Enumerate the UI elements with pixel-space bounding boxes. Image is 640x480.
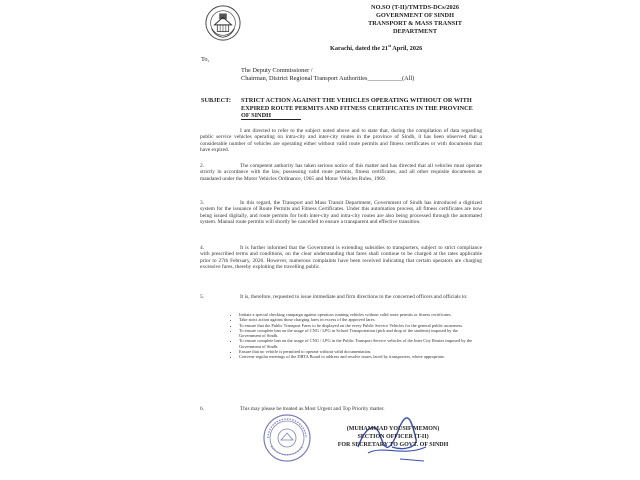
paragraph-6 (200, 406, 385, 412)
addressee-line-1: The Deputy Commissioner / (241, 67, 313, 74)
paragraph-2-number: 2. (200, 163, 205, 169)
signatory-designation: SECTION OFFICER (T-II) (357, 434, 429, 440)
list-item: • To ensure complete ban on the usage of CNG / LPG in the Public Transport Service vehicles of the Inter City Routes imposed by the Government of Sindh. (239, 338, 478, 349)
to-label: To, (201, 56, 210, 63)
paragraph-2-text: The competent authority has taken serious notice of this matter and has directed that all vehicles must operate strictly in accordance with the law, possessing valid route permits, fitness certificates, and all other requisite documents as mandated under the Motor Vehicles Ordinance, 1965 and Motor Vehicles Rules, 1969. (200, 163, 482, 182)
paragraph-3 (200, 200, 482, 226)
list-item: • To ensure complete ban on the usage of CNG / LPG in School Transportation (pick and drop of the students) imposed by the Government of Sindh. (239, 328, 478, 339)
list-item: • Convene regular meetings of the DRTA Board to address and resolve issues faced by transporters, where appropriate. (239, 354, 478, 359)
list-item: • Take strict action against those charging fares in excess of the approved fares. (239, 317, 478, 322)
paragraph-2 (200, 163, 482, 182)
paragraph-4 (200, 245, 482, 271)
government-of-sindh-seal-icon (204, 4, 242, 42)
reference-number: NO.SO (T-II)/TMTDS-DCs/2026 (371, 4, 459, 11)
paragraph-5 (200, 294, 482, 300)
place-and-date: Karachi, dated the 21st April, 2026 (330, 43, 423, 53)
paragraph-5-number: 5. (200, 294, 205, 300)
subject-label: SUBJECT: (201, 97, 231, 104)
paragraph-6-text: This may please be treated as Most Urgent and Top Priority matter. (240, 406, 385, 412)
signatory-name: (MUHAMMAD YOUSIF MEMON) (346, 426, 440, 432)
list-item: • Initiate a special checking campaign against operators running vehicles without valid route permits or fitness certificates. (239, 312, 478, 317)
paragraph-4-text: It is further informed that the Government is extending subsidies to transporters, subject to strict compliance with prescribed terms and conditions, on the clear understanding that fares shall continue to be charged at the rates applicable prior to 27th February, 2026. However, numerous complaints have been received indicating that certain operators are charging excessive fares, thereby exploiting the travelling public. (200, 245, 482, 271)
paragraph-1-text: I am directed to refer to the subject noted above and to state that, during the compilation of data regarding public service vehicles operating on intra-city and inter-city routes in the province of Sindh, it has been observed that a considerable number of vehicles are operating either without valid route permits and fitness certificates or with documents that have expired. (200, 128, 482, 154)
list-item: • To ensure that the Public Transport Fares to be displayed on the every Public Service Vehicles for the general public awareness. (239, 323, 478, 328)
paragraph-1 (200, 128, 482, 154)
paragraph-6-number: 6. (200, 406, 205, 412)
government-title: GOVERNMENT OF SINDH (375, 12, 455, 19)
addressee-line-2: Chairman, District Regional Transport Authorities___________(All) (241, 75, 415, 82)
directions-list (230, 312, 478, 360)
official-round-stamp-icon (262, 413, 312, 463)
paragraph-3-text: In this regard, the Transport and Mass Transit Department, Government of Sindh has introduced a digitized system for the issuance of Route Permits and Fitness Certificates. Under this automation process, all fitness certificates are now being issued digitally, and route permits for both inter-city and intra-city routes are also being processed through the automated system. Manual route permits will shortly be cancelled to ensure a transparent and effective transition. (200, 200, 482, 226)
paragraph-5-text: It is, therefore, requested to issue immediate and firm directions to the concerned officers and officials to: (240, 294, 468, 300)
department-line-1: TRANSPORT & MASS TRANSIT (368, 20, 462, 27)
department-line-2: DEPARTMENT (392, 28, 438, 35)
list-item: • Ensure that no vehicle is permitted to operate without valid documentation. (239, 349, 478, 354)
paragraph-3-number: 3. (200, 200, 205, 206)
paragraph-4-number: 4. (200, 245, 205, 251)
subject-underline (241, 119, 301, 120)
signatory-for-line: FOR SECRETARY TO GOVT. OF SINDH (337, 442, 449, 448)
subject-text: STRICT ACTION AGAINST THE VEHICLES OPERATING WITHOUT OR WITH EXPIRED ROUTE PERMITS AND FITNESS CERTIFICATES IN THE PROVINCE OF SINDH (241, 97, 473, 119)
